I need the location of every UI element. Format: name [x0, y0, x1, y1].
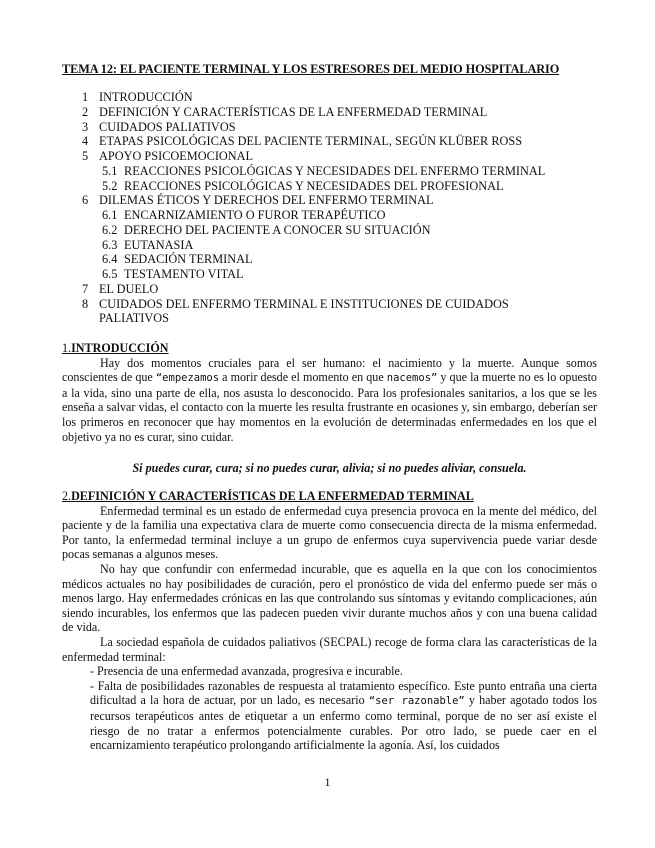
section-number: 2. — [62, 489, 72, 503]
toc-item-number: 2 — [82, 104, 89, 119]
toc-item-number: 6.5 — [102, 267, 118, 281]
toc-item-number: 5 — [82, 149, 89, 163]
toc-item-label: EL DUELO — [99, 281, 159, 296]
toc-item-label: DILEMAS ÉTICOS Y DERECHOS DEL ENFERMO TERMINAL — [99, 193, 434, 208]
toc-item — [82, 282, 545, 297]
toc-item — [82, 134, 545, 149]
toc-item-label: REACCIONES PSICOLÓGICAS Y NECESIDADES DEL PROFESIONAL — [124, 178, 504, 193]
toc-item-number: 6.2 — [102, 222, 118, 237]
section-heading — [62, 489, 597, 504]
toc-item-label: SEDACIÓN TERMINAL — [124, 252, 253, 267]
section-heading-label: DEFINICIÓN Y CARACTERÍSTICAS DE LA ENFERMEDAD TERMINAL — [71, 489, 474, 503]
toc-item-label: ENCARNIZAMIENTO O FUROR TERAPÉUTICO — [124, 208, 386, 222]
toc-item-label: CUIDADOS DEL ENFERMO TERMINAL E INSTITUCIONES DE CUIDADOS — [99, 296, 509, 311]
toc-item-number: 4 — [82, 134, 89, 149]
list-item: - Presencia de una enfermedad avanzada, progresiva e incurable. — [90, 664, 403, 679]
toc-item — [82, 238, 545, 253]
paragraph: No hay que confundir con enfermedad incurable, que es aquella en la que con los conocimientos médicos actuales no hay posibilidades de curación, pero el pronóstico de vida del enfermo puede ser más o menos largo. Hay enfermedades crónicas en las que controlando sus síntomas y evitando complicaciones, aún siendo incurables, los enfermos que las padecen pueden vivir durante muchos años y con una buena calidad de vida. — [62, 561, 597, 635]
toc-item — [82, 252, 545, 267]
toc-item-number: 8 — [82, 296, 89, 311]
toc-item-number: 5.1 — [102, 163, 118, 178]
toc-item-number: 3 — [82, 119, 89, 134]
section-number: 1. — [62, 341, 72, 355]
toc-item-number: 1 — [82, 90, 89, 104]
toc-item-label: REACCIONES PSICOLÓGICAS Y NECESIDADES DEL ENFERMO TERMINAL — [124, 163, 546, 178]
toc-item-label: APOYO PSICOEMOCIONAL — [99, 149, 254, 163]
page-title: TEMA 12: EL PACIENTE TERMINAL Y LOS ESTRESORES DEL MEDIO HOSPITALARIO — [62, 62, 560, 76]
toc-item-number: 5.2 — [102, 178, 118, 193]
toc-item — [82, 105, 545, 120]
motto-quote: Si puedes curar, cura; si no puedes curar, alivia; si no puedes aliviar, consuela. — [132, 461, 527, 475]
toc-item-number: 6.1 — [102, 208, 118, 222]
toc-item — [82, 120, 545, 135]
toc-item — [82, 297, 545, 312]
toc-item — [82, 164, 545, 179]
list-item: - Falta de posibilidades razonables de respuesta al tratamiento específico. Este punto entraña una cierta dificultad a la hora de actuar, por un lado, es necesario “ser razonable” y haber agotado todos los recursos terapéuticos antes de etiquetar a un enfermo como terminal, porque de no ser así existe el riesgo de no tratar a enfermos potencialmente curables. Por otro lado, se puede caer en el encarnizamiento terapéutico prolongando artificialmente la agonía. Así, los cuidados — [90, 678, 597, 753]
toc-item-label: CUIDADOS PALIATIVOS — [99, 119, 236, 134]
section-heading-label: INTRODUCCIÓN — [71, 341, 169, 355]
toc-item — [82, 193, 545, 208]
section-introduction — [62, 341, 597, 444]
toc-item-label: DEFINICIÓN Y CARACTERÍSTICAS DE LA ENFERMEDAD TERMINAL — [99, 104, 488, 119]
paragraph: La sociedad española de cuidados paliativos (SECPAL) recoge de forma clara las características de la enfermedad terminal: — [62, 634, 597, 664]
toc-item-label: DERECHO DEL PACIENTE A CONOCER SU SITUACIÓN — [124, 222, 431, 237]
toc-item-label: INTRODUCCIÓN — [99, 90, 193, 104]
toc-item-continuation: PALIATIVOS — [99, 311, 169, 326]
toc-item — [82, 179, 545, 194]
toc-item-label: ETAPAS PSICOLÓGICAS DEL PACIENTE TERMINAL, SEGÚN KLÜBER ROSS — [99, 134, 523, 149]
toc-item-label: EUTANASIA — [124, 237, 194, 252]
toc-item-label: TESTAMENTO VITAL — [124, 267, 244, 281]
paragraph: Enfermedad terminal es un estado de enfermedad cuya presencia provoca en la mente del médico, del paciente y de la familia una expectativa clara de muerte como consecuencia directa de la misma enfermedad. Por tanto, la enfermedad terminal incluye a un grupo de enfermos cuya supervivencia puede variar desde pocas semanas a algunos meses. — [62, 503, 597, 562]
paragraph: Hay dos momentos cruciales para el ser humano: el nacimiento y la muerte. Aunque somos conscientes de que “empezamos a morir desde el momento en que nacemos” y que la muerte no es lo opuesto a la vida, sino una parte de ella, nos asusta lo desconocido. Para los profesionales sanitarios, a los que se les enseña a salvar vidas, el contacto con la muerte les resulta frustrante en ocasiones y, sin embargo, deberían ser los primeros en reconocer que hay momentos en la evolución de determinadas enfermedades en los que el objetivo ya no es curar, sino cuidar. — [62, 355, 597, 444]
toc-item — [82, 208, 545, 223]
page-number: 1 — [324, 775, 331, 789]
toc-item-number: 6.3 — [102, 237, 118, 252]
toc-item-number: 7 — [82, 281, 89, 296]
toc-item — [82, 90, 545, 105]
toc-item-number: 6 — [82, 193, 89, 208]
toc-item — [82, 149, 545, 164]
toc-item — [82, 267, 545, 282]
section-heading — [62, 341, 597, 356]
section-definition — [62, 489, 597, 753]
toc-item-number: 6.4 — [102, 252, 118, 267]
toc-item — [82, 223, 545, 238]
table-of-contents — [82, 90, 545, 326]
